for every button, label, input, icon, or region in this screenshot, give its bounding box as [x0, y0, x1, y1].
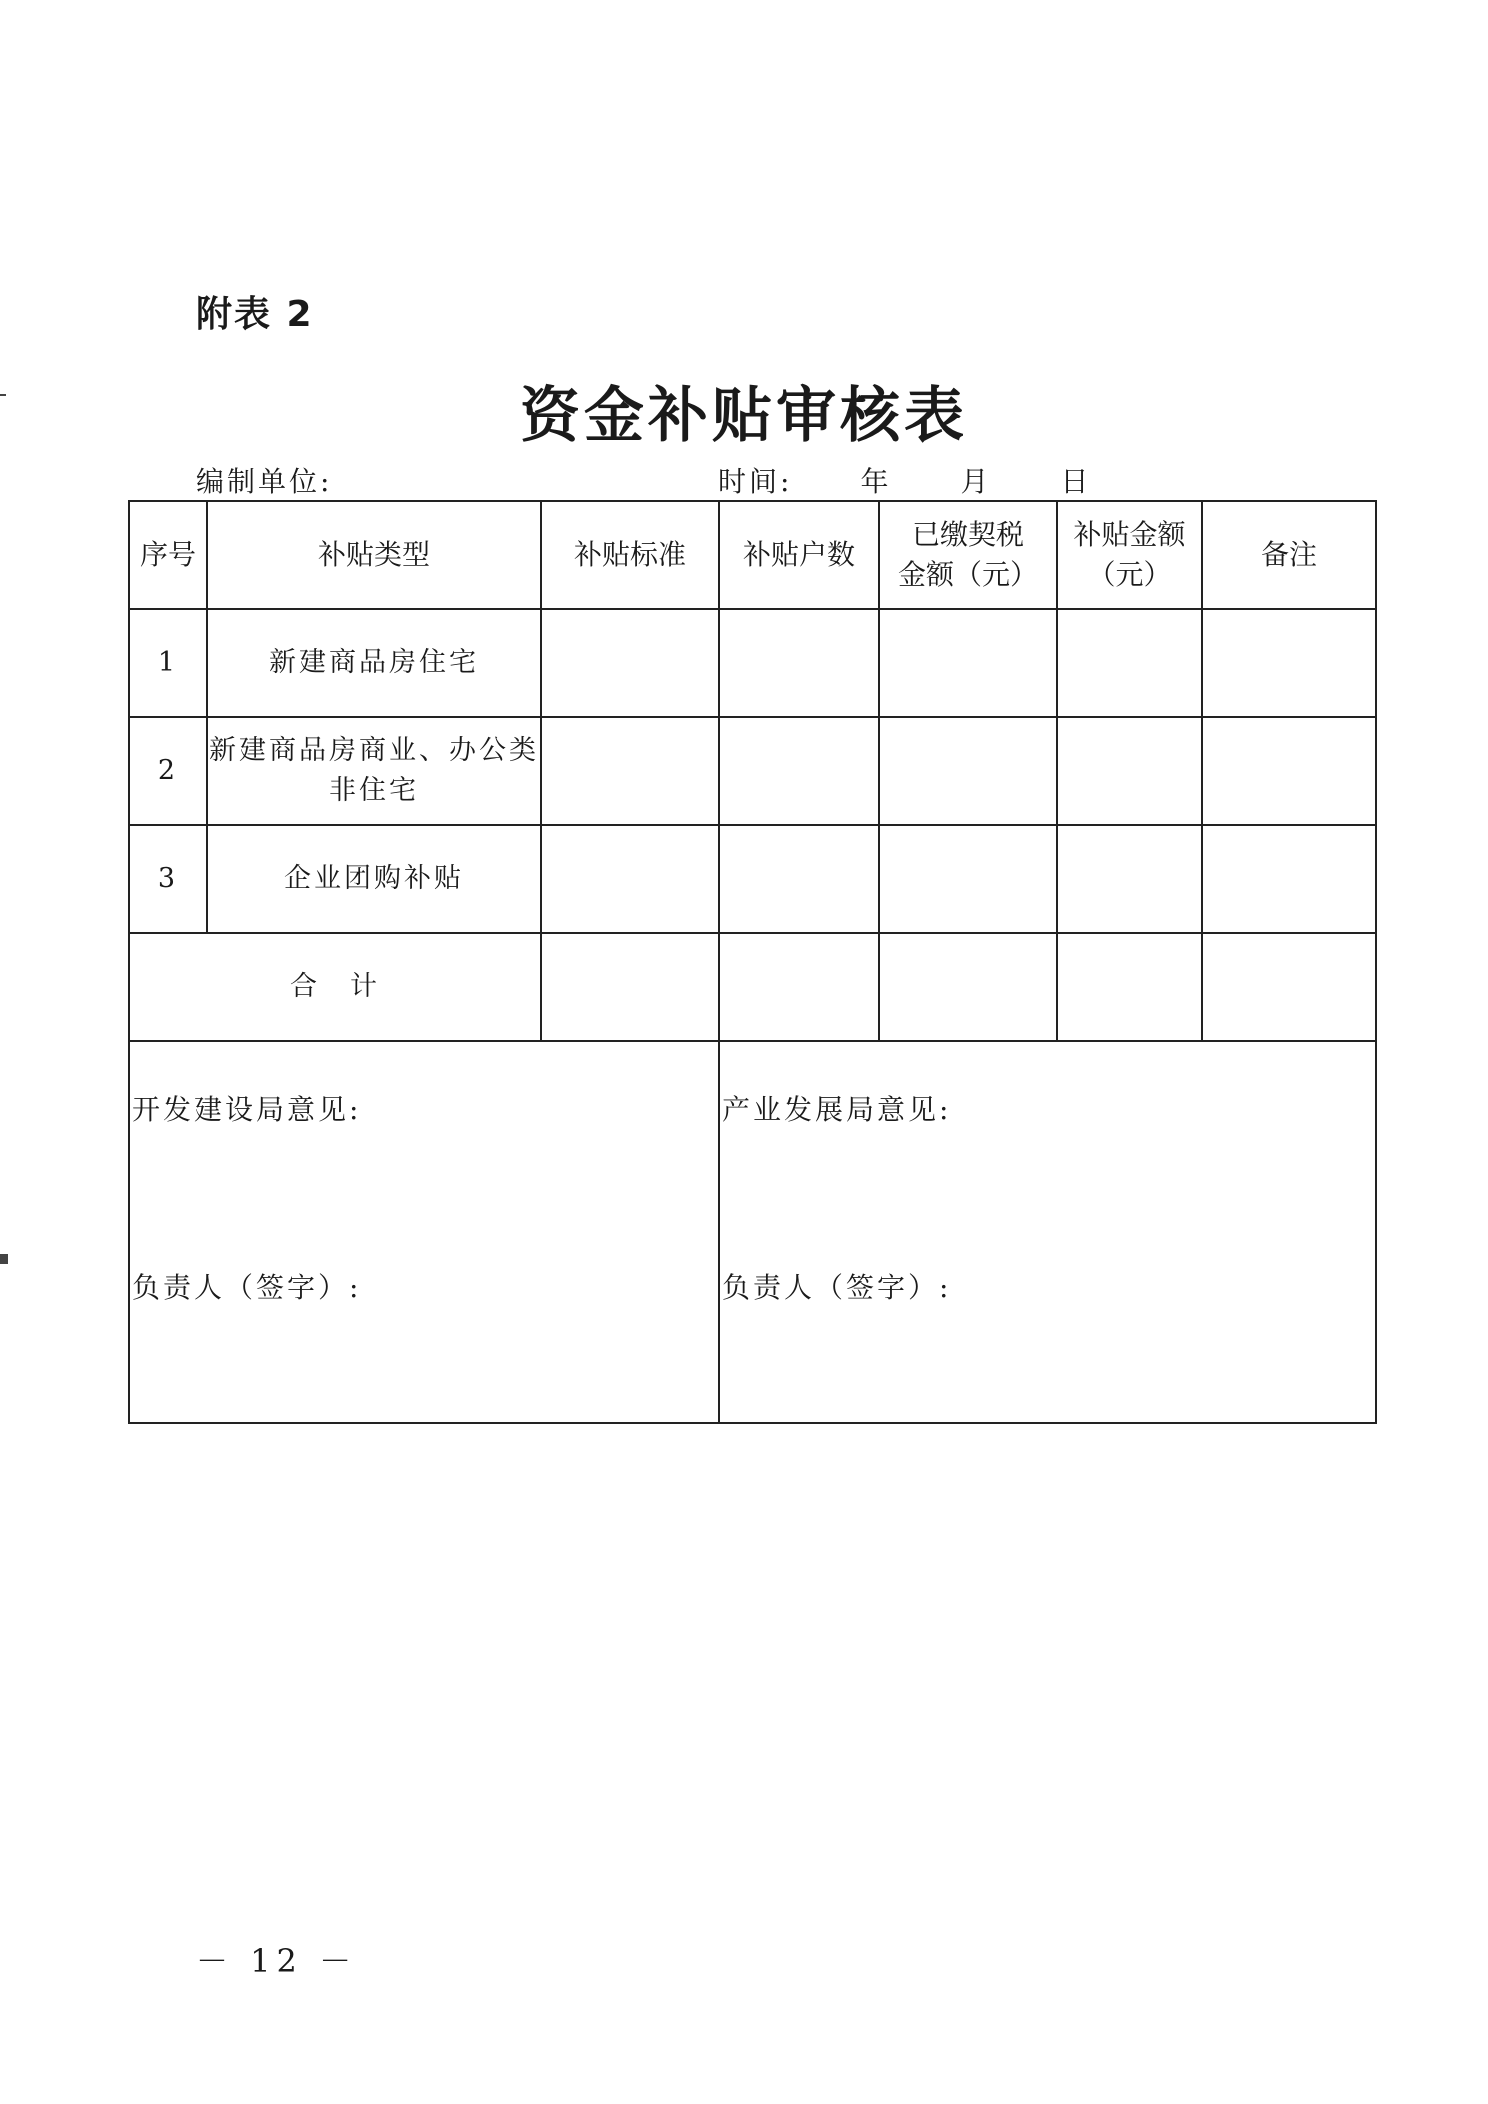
tax-paid-cell[interactable]: [879, 825, 1057, 933]
total-label: 合 计: [129, 933, 541, 1041]
households-cell[interactable]: [719, 609, 879, 717]
year-label: 年: [860, 465, 889, 498]
amount-cell[interactable]: [1057, 825, 1202, 933]
households-cell[interactable]: [719, 717, 879, 825]
month-label: 月: [960, 465, 989, 498]
header-tax-paid: [879, 501, 1057, 609]
header-remarks: 备注: [1202, 501, 1376, 609]
day-label: 日: [1060, 465, 1089, 498]
header-households: 补贴户数: [719, 501, 879, 609]
row-type: [207, 609, 541, 717]
table-row: [129, 717, 1376, 825]
row-seq: 2: [129, 717, 207, 825]
header-seq: 序号: [129, 501, 207, 609]
development-bureau-opinion[interactable]: [129, 1041, 719, 1423]
row-type-line1: 企业团购补贴: [284, 863, 464, 894]
table-row: [129, 825, 1376, 933]
row-type-line1: 新建商品房住宅: [269, 647, 479, 678]
industry-bureau-signature-label: 负责人（签字）:: [722, 1271, 952, 1304]
industry-bureau-opinion[interactable]: [719, 1041, 1376, 1423]
remarks-cell[interactable]: [1202, 825, 1376, 933]
opinion-row: [129, 1041, 1376, 1423]
page-title: 资金补贴审核表: [520, 381, 968, 451]
total-households-cell[interactable]: [719, 933, 879, 1041]
standard-cell[interactable]: [541, 609, 719, 717]
remarks-cell[interactable]: [1202, 717, 1376, 825]
header-tax-paid-line1: 已缴契税: [911, 518, 1024, 551]
total-row: [129, 933, 1376, 1041]
industry-bureau-opinion-label: 产业发展局意见:: [722, 1093, 952, 1126]
total-tax-paid-cell[interactable]: [879, 933, 1057, 1041]
row-type-line2: 非住宅: [329, 775, 419, 806]
row-type: [207, 717, 541, 825]
compiling-unit-label: 编制单位:: [196, 465, 333, 498]
standard-cell[interactable]: [541, 825, 719, 933]
row-seq: 1: [129, 609, 207, 717]
subsidy-audit-table: [128, 500, 1377, 1424]
development-bureau-signature-label: 负责人（签字）:: [132, 1271, 362, 1304]
time-label: 时间:: [718, 465, 793, 498]
development-bureau-opinion-label: 开发建设局意见:: [132, 1093, 362, 1126]
tax-paid-cell[interactable]: [879, 609, 1057, 717]
header-tax-paid-line2: 金额（元）: [897, 558, 1038, 591]
header-amount: [1057, 501, 1202, 609]
standard-cell[interactable]: [541, 717, 719, 825]
header-amount-line1: 补贴金额: [1073, 518, 1186, 551]
time-field: [718, 460, 1088, 500]
appendix-label: 附表 2: [196, 294, 314, 335]
table-header-row: [129, 501, 1376, 609]
page-number: － 12 －: [196, 1942, 358, 1980]
amount-cell[interactable]: [1057, 717, 1202, 825]
header-standard: 补贴标准: [541, 501, 719, 609]
row-type: [207, 825, 541, 933]
total-standard-cell[interactable]: [541, 933, 719, 1041]
header-amount-line2: （元）: [1087, 558, 1172, 591]
households-cell[interactable]: [719, 825, 879, 933]
row-type-line1: 新建商品房商业、办公类: [209, 735, 539, 766]
remarks-cell[interactable]: [1202, 609, 1376, 717]
row-seq: 3: [129, 825, 207, 933]
header-type: 补贴类型: [207, 501, 541, 609]
binding-mark: [0, 1254, 8, 1264]
table-row: [129, 609, 1376, 717]
tax-paid-cell[interactable]: [879, 717, 1057, 825]
amount-cell[interactable]: [1057, 609, 1202, 717]
total-amount-cell[interactable]: [1057, 933, 1202, 1041]
total-remarks-cell[interactable]: [1202, 933, 1376, 1041]
